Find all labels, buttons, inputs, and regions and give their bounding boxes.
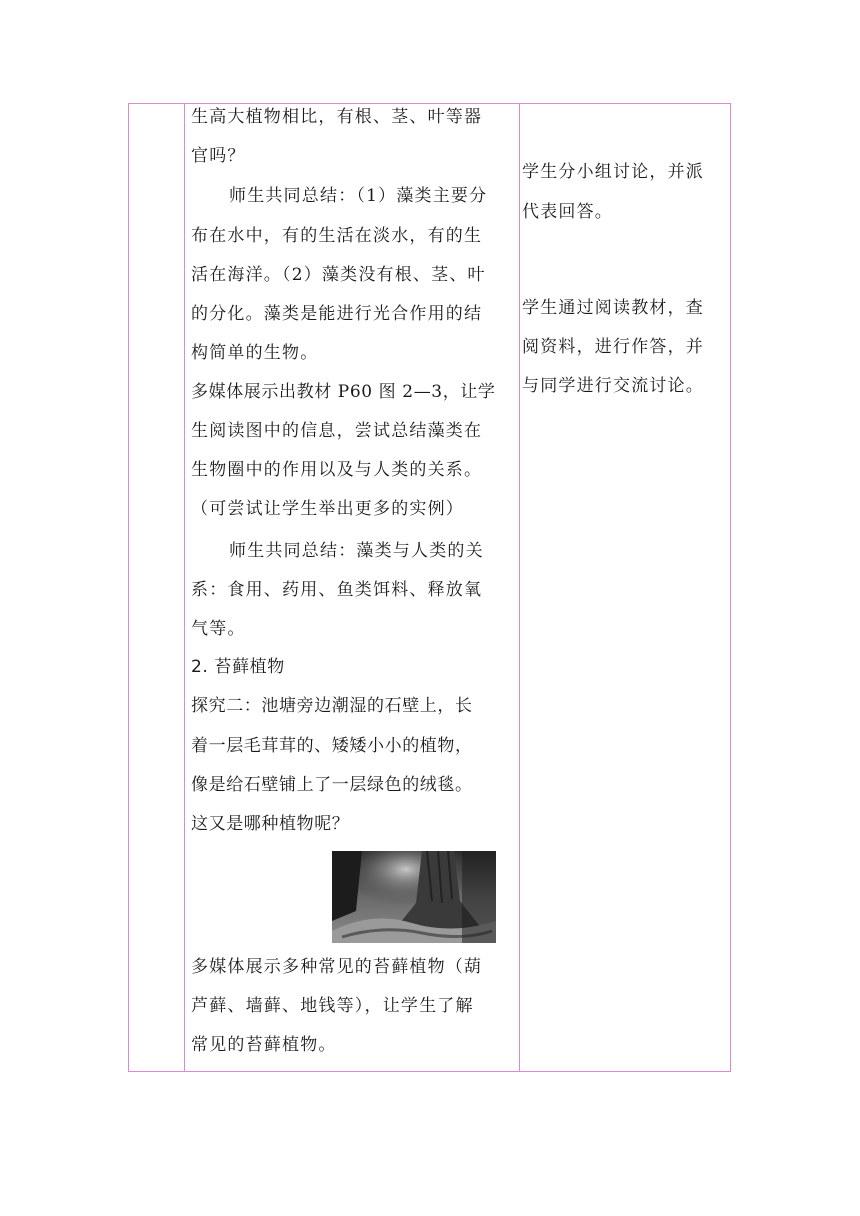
text-line: 与同学进行交流讨论。 [522,376,704,396]
text-line: 系：食用、药用、鱼类饵料、释放氧 [191,580,483,600]
column-divider-1 [184,104,185,1071]
text-line: 学生通过阅读教材，查 [522,298,704,318]
text-line: 生高大植物相比，有根、茎、叶等器 [191,107,483,127]
text-line: （可尝试让学生举出更多的实例） [191,499,464,519]
text-line: 多媒体展示多种常见的苔藓植物（葫 [191,957,483,977]
column-divider-2 [519,104,520,1071]
text-line: 生阅读图中的信息，尝试总结藻类在 [191,421,483,441]
inquiry-line: 探究二：池塘旁边潮湿的石壁上，长 [191,696,473,716]
text-line: 活在海洋。（2）藻类没有根、茎、叶 [191,265,486,285]
text-line: 布在水中，有的生活在淡水，有的生 [191,226,483,246]
text-line: 官吗？ [191,146,246,166]
moss-tree-image [332,851,496,943]
text-line: 气等。 [191,619,246,639]
inquiry-line: 着一层毛茸茸的、矮矮小小的植物， [191,736,473,756]
text-line: 代表回答。 [522,202,613,222]
lesson-table [128,103,731,1072]
text-line: 生物圈中的作用以及与人类的关系。 [191,460,483,480]
text-line: 多媒体展示出教材 P60 图 2—3，让学 [191,382,496,402]
text-line: 芦藓、墙藓、地钱等），让学生了解 [191,996,474,1016]
inquiry-line: 像是给石壁铺上了一层绿色的绒毯。 [191,775,473,795]
text-line: 学生分小组讨论，并派 [522,162,704,182]
section-heading: 2. 苔藓植物 [191,657,285,677]
text-line: 构简单的生物。 [191,343,319,363]
text-line: 师生共同总结：藻类与人类的关 [229,541,484,561]
text-line: 的分化。藻类是能进行光合作用的结 [191,304,483,324]
text-line: 师生共同总结：（1）藻类主要分 [229,186,488,206]
inquiry-line: 这又是哪种植物呢？ [191,814,350,834]
text-line: 常见的苔藓植物。 [191,1035,337,1055]
moss-tree-photo [332,851,496,943]
text-line: 阅资料，进行作答，并 [522,337,704,357]
